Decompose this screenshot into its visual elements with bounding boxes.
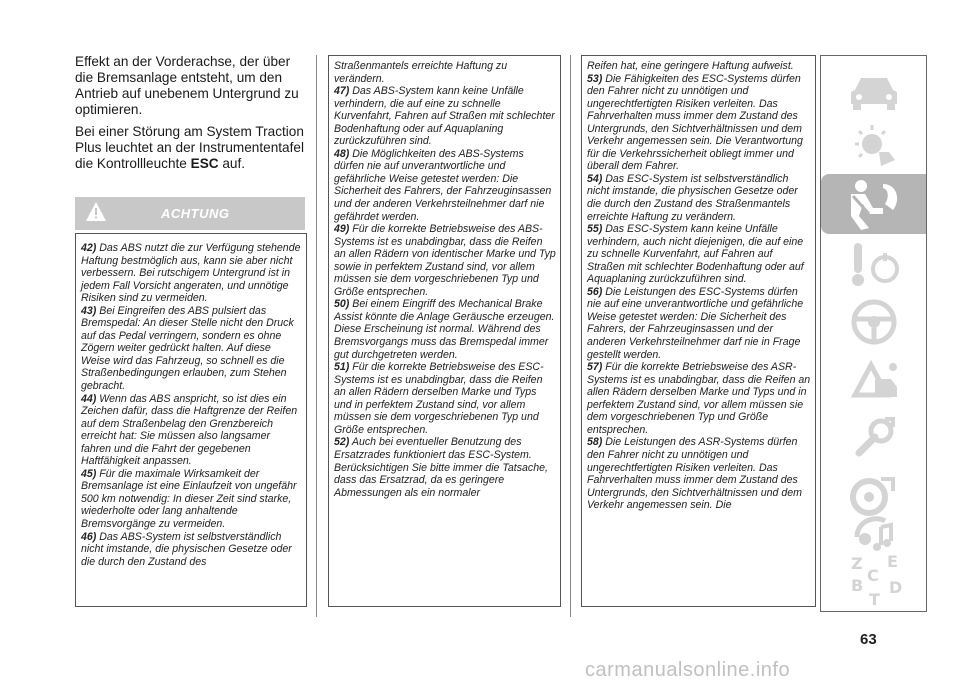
warning-item: 42) Das ABS nutzt die zur Verfügung stehende Haftung bestmöglich aus, kann sie aber nicht verbessern. Bei rutschigem Untergrund ist in jedem Fall Vorsicht angeraten, und unnötige Risiken sind zu vermeiden. [81,242,301,305]
tab-warning-lights[interactable] [826,116,921,176]
column-divider [570,55,571,617]
index-letter: D [888,578,902,597]
warning-title: ACHTUNG [161,206,230,221]
warning-item: 43) Bei Eingreifen des ABS pulsiert das Bremspedal: An dieser Stelle nicht den Druck auf das Pedal verringern, sondern es ohne Zögern weiter gedrückt halten. Auf diese Weise wird das Fahrzeug, so schnell es die Straßenbedingungen erlauben, zum Stehen gebracht. [81,304,294,393]
intro-paragraph-2 [75,124,305,172]
warning-item: 46) Das ABS-System ist selbstverständlich nicht imstande, die physischen Gesetze oder die durch den Zustand des [81,530,292,568]
tab-emergency[interactable] [826,350,921,410]
tab-driving[interactable] [826,292,921,352]
warning-item: 49) Für die korrekte Betriebsweise des ABS-Systems ist es unabdingbar, dass die Reifen an allen Rädern von identischer Marke und Typ sowie in perfektem Zustand sind, vor allem müssen sie dem vorgeschriebenen Typ und Größe entsprechen. [334,223,556,298]
page-number: 63 [860,631,877,648]
warning-item: 53) Die Fähigkeiten des ESC-Systems dürfen den Fahrer nicht zu unnötigen und ungerechtfertigten Risiken verleiten. Das Fahrverhalten muss immer dem Zustand des Untergrunds, den Sichtverhältnissen und dem Verkehr angemessen sein. Die Verantwortung für die Verkehrssicherheit obliegt immer und überall dem Fahrer. [587,72,803,173]
warning-item: 51) Für die korrekte Betriebsweise des ESC-Systems ist es unabdingbar, dass die Reifen an allen Rädern derselben Marke und Typs und in perfektem Zustand sind, vor allem müssen sie dem vorgeschriebenen Typ und Größe entsprechen. [334,361,544,436]
index-letter: E [886,552,898,571]
warning-item: 47) Das ABS-System kann keine Unfälle verhindern, die auf eine zu schnelle Kurvenfahrt, Fahren auf Straßen mit schlechter Bodenhaftung oder auf Aquaplaning zurückzuführen sind. [334,85,555,148]
tab-car-dashboard[interactable] [826,60,921,120]
warning-header [75,197,305,230]
key-starting-icon [845,239,903,289]
tab-starting[interactable] [826,234,921,294]
tab-safety[interactable] [821,174,926,234]
warning-box-column-3 [581,55,816,607]
warning-item: 57) Für die korrekte Betriebsweise des ASR-Systems ist es unabdingbar, dass die Reifen an allen Rädern derselben Marke und Typs und in perfektem Zustand sind, vor allem müssen sie dem vorgeschriebenen Typ und Größe entsprechen. [587,361,811,436]
warning-lights-icon [845,122,903,170]
index-letter: C [866,566,879,585]
warning-box-column-1 [75,233,307,607]
intro-text [75,54,305,178]
tab-index[interactable] [826,548,921,608]
maintenance-wrench-icon [845,413,903,463]
footer-watermark[interactable]: carmanualsonline.info [585,659,791,681]
warning-item: 58) Die Leistungen des ASR-Systems dürfen den Fahrer nicht zu unnötigen und ungerechtfertigten Risiken verleiten. Das Fahrverhalten muss immer dem Zustand des Untergrunds, den Sichtverhältnissen und dem Verkehr angemessen sein. Die [587,436,802,512]
intro-paragraph-2-text: Bei einer Störung am System Traction Plus leuchtet an der Instrumententafel die Kontrollleuchte [75,124,304,171]
intro-paragraph-2-end: auf. [222,156,246,171]
index-letter: B [850,576,863,595]
warning-item: 52) Auch bei eventueller Benutzung des Ersatzrades funktioniert das ESC-System. Berücksichtigen Sie bitte immer die Tatsache, dass das Ersatzrad, da es geringere Abmessungen als ein normaler [334,436,548,499]
index-alphabet-icon [839,549,909,607]
warning-item: 56) Die Leistungen des ESC-Systems dürfen nie auf eine unverantwortliche und gefährliche Weise getestet werden: Die Sicherheit des Fahrers, der Fahrzeuginsassen und der anderen Verkehrsteilnehmer darf nie in Frage gestellt werden. [587,285,804,361]
emergency-triangle-icon [845,355,903,405]
car-dashboard-icon [845,68,903,112]
index-letter: Z [850,554,863,573]
warning-triangle-icon [85,201,107,228]
warning-item: 44) Wenn das ABS anspricht, so ist dies ein Zeichen dafür, dass die Haftgrenze der Reifen auf dem Straßenbelag den Grenzbereich erreicht hat: Sie müssen also langsamer fahren und die Fahrt der gegebenen Haftfähigkeit anpassen. [81,392,298,468]
safety-airbag-icon [839,176,909,232]
warning-item: 50) Bei einem Eingriff des Mechanical Brake Assist könnte die Anlage Geräusche erzeugen. Diese Erscheinung ist normal. Während des Bremsvorgangs muss das Bremspedal immer gut durchgetreten werden. [334,298,555,361]
warning-continuation: Reifen hat, eine geringere Haftung aufweist. [587,60,794,72]
warning-continuation: Straßenmantels erreichte Haftung zu verändern. [334,60,508,85]
warning-item: 54) Das ESC-System ist selbstverständlich nicht imstande, die physischen Gesetze oder die durch den Zustand des Straßenmantels erreichte Haftung zu verändern. [587,172,798,223]
warning-box-column-2 [328,55,561,607]
column-divider [316,55,317,617]
steering-wheel-icon [845,297,903,347]
warning-item: 55) Das ESC-System kann keine Unfälle verhindern, auch nicht diejenigen, die auf eine zu schnelle Kurvenfahrt, auf Fahren auf Straßen mit schlechter Bodenhaftung oder auf Aquaplaning zurückzuführen sind. [587,223,804,286]
warning-item: 45) Für die maximale Wirksamkeit der Bremsanlage ist eine Einlaufzeit von ungefähr 500 km notwendig: In dieser Zeit sind starke, wiederholte oder lang anhaltende Bremsvorgänge zu vermeiden. [81,467,297,531]
chapter-sidebar [820,55,927,612]
tab-maintenance[interactable] [826,408,921,468]
intro-paragraph-1: Effekt an der Vorderachse, der über die Bremsanlage entsteht, um den Antrieb auf unebenem Untergrund zu optimieren. [75,54,299,117]
index-letter: T [868,590,880,607]
warning-item: 48) Die Möglichkeiten des ABS-Systems dürfen nie auf unverantwortliche und gefährliche Weise getestet werden: Die Sicherheit des Fahrers, der Fahrzeuginsassen und der anderen Verkehrsteilnehmer darf nie gefährdet werden. [334,147,552,223]
esc-indicator-label: ESC [190,156,219,171]
